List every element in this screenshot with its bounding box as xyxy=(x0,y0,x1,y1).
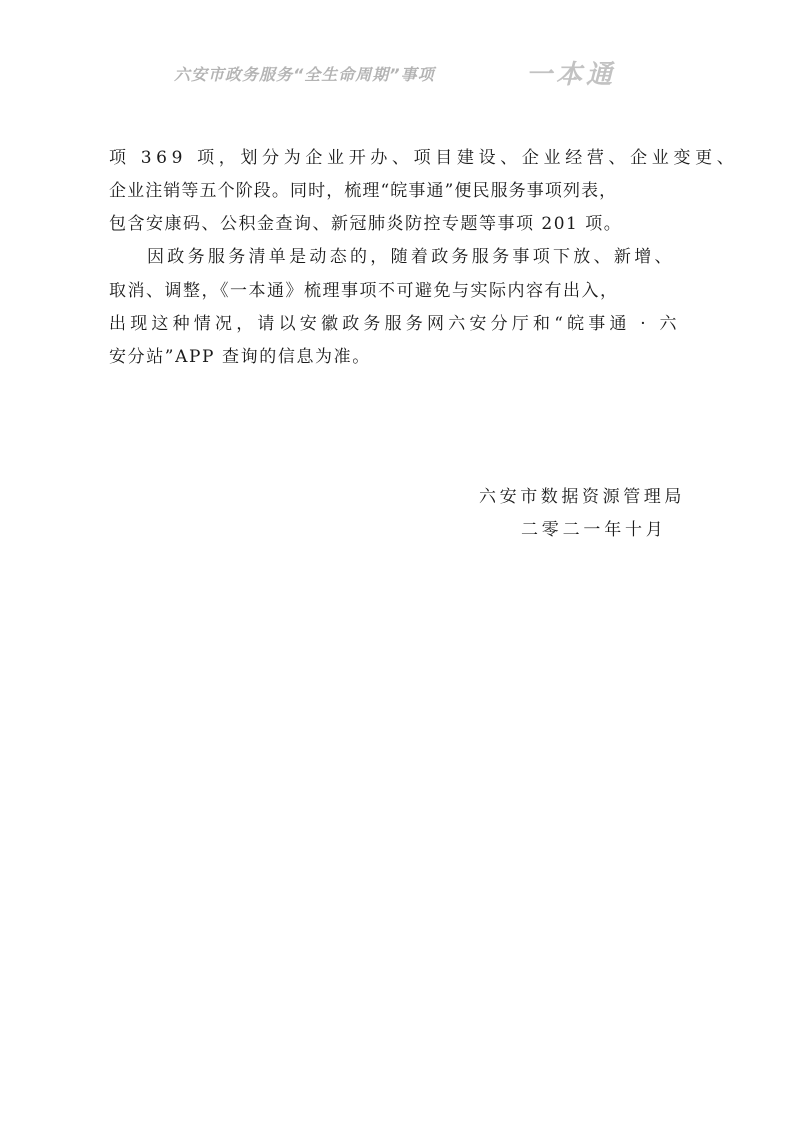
body-line: 安分站”APP 查询的信息为准。 xyxy=(109,347,371,367)
body-line: 因政务服务清单是动态的，随着政务服务事项下放、新增、 xyxy=(147,247,675,267)
page-header xyxy=(0,52,793,92)
body-line: 包含安康码、公积金查询、新冠肺炎防控专题等事项 201 项。 xyxy=(109,214,623,234)
header-brand: 一本通 xyxy=(526,60,617,90)
header-title: 六安市政务服务“全生命周期”事项 xyxy=(174,65,435,84)
body-line: 企业注销等五个阶段。同时，梳理“皖事通”便民服务事项列表， xyxy=(109,181,618,201)
signature-date: 二零二一年十月 xyxy=(521,520,667,540)
body-line: 出现这种情况，请以安徽政务服务网六安分厅和“皖事通 · 六 xyxy=(109,314,681,334)
body-line: 取消、调整，《一本通》梳理事项不可避免与实际内容有出入， xyxy=(109,281,619,301)
body-line: 项 369 项，划分为企业开办、项目建设、企业经营、企业变更、 xyxy=(109,148,739,168)
signature-organization: 六安市数据资源管理局 xyxy=(479,487,685,507)
